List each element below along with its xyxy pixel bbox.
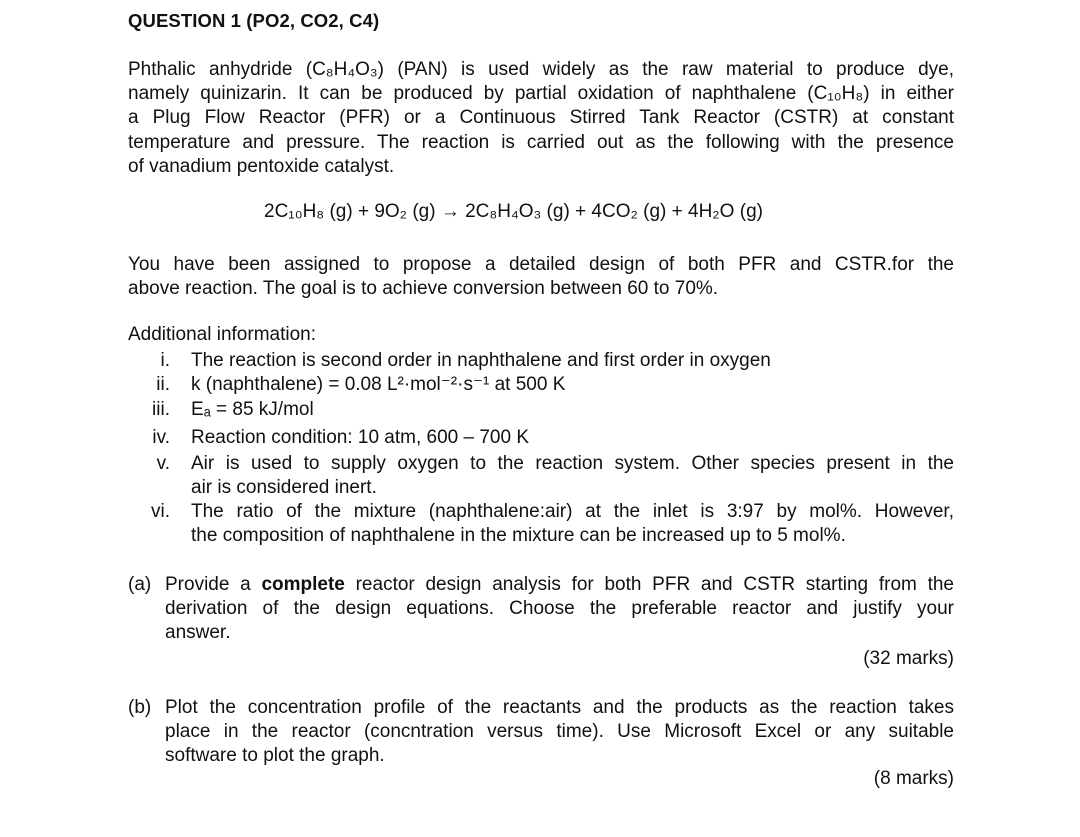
item-number: iv. [152,427,170,448]
item-text: Eₐ = 85 kJ/mol [191,399,314,420]
question-title: QUESTION 1 (PO2, CO2, C4) [128,10,380,31]
part-a-line: derivation of the design equations. Choose the preferable reactor and justify your [165,598,954,620]
item-number: vi. [151,501,170,522]
additional-info-heading: Additional information: [128,324,316,345]
part-a-marks: (32 marks) [863,648,954,669]
assignment-line: You have been assigned to propose a detailed design of both PFR and CSTR.for the [128,254,954,275]
part-a-line: answer. [165,622,231,644]
item-text: The ratio of the mixture (naphthalene:air) at the inlet is 3:97 by mol%. However, [191,501,954,522]
part-b-line: Plot the concentration profile of the reactants and the products as the reaction takes [165,697,954,718]
item-number: iii. [152,399,170,420]
intro-line: a Plug Flow Reactor (PFR) or a Continuous Stirred Tank Reactor (CSTR) at constant [128,107,954,129]
item-text: Air is used to supply oxygen to the reaction system. Other species present in the [191,453,954,474]
intro-line: temperature and pressure. The reaction is carried out as the following with the presence [128,131,954,153]
item-text: k (naphthalene) = 0.08 L²·mol⁻²·s⁻¹ at 500 K [191,374,566,395]
part-a-label: (a) [128,574,152,595]
part-b-line: software to plot the graph. [165,745,385,767]
assignment-line: above reaction. The goal is to achieve conversion between 60 to 70%. [128,278,719,300]
part-a-line: Provide a complete reactor design analysis for both PFR and CSTR starting from the [165,574,954,595]
item-text: The reaction is second order in naphthalene and first order in oxygen [191,350,771,371]
intro-line: Phthalic anhydride (C₈H₄O₃) (PAN) is used widely as the raw material to produce dye, [128,59,954,80]
assignment-paragraph [128,253,954,301]
item-number: i. [160,350,170,371]
part-b-line: place in the reactor (concntration versus time). Use Microsoft Excel or any suitable [165,721,954,743]
part-b-label: (b) [128,697,152,718]
item-text: the composition of naphthalene in the mixture can be increased up to 5 mol%. [191,525,846,547]
intro-line: of vanadium pentoxide catalyst. [128,155,395,177]
item-number: v. [156,453,170,474]
item-text: Reaction condition: 10 atm, 600 – 700 K [191,427,530,448]
intro-paragraph [128,58,954,179]
item-number: ii. [156,374,170,395]
part-b-marks: (8 marks) [873,768,954,789]
reaction-equation: 2C₁₀H₈ (g) + 9O₂ (g) → 2C₈H₄O₃ (g) + 4CO₂ (g) + 4H₂O (g) [264,201,763,222]
emphasis-complete: complete [261,574,345,595]
item-text: air is considered inert. [191,477,377,499]
intro-line: namely quinizarin. It can be produced by partial oxidation of naphthalene (C₁₀H₈) in either [128,83,954,105]
